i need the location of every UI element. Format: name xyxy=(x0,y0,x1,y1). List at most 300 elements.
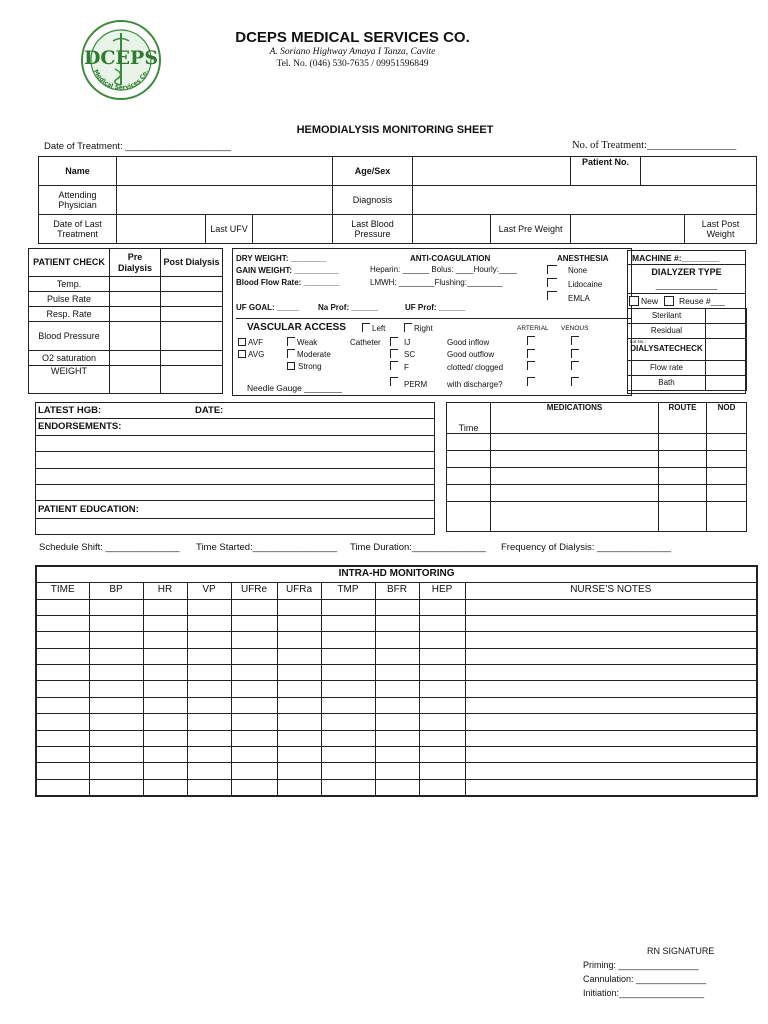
sc-checkbox[interactable] xyxy=(390,349,398,358)
intra-hd-cell[interactable] xyxy=(321,763,375,779)
cannulation-field[interactable]: Cannulation: ______________ xyxy=(583,974,707,984)
patient-no-field[interactable] xyxy=(641,157,757,186)
bath-field[interactable] xyxy=(706,376,747,391)
vascular-right-checkbox[interactable] xyxy=(404,323,412,332)
med-cell[interactable] xyxy=(707,434,747,451)
intra-hd-cell[interactable] xyxy=(321,697,375,713)
col-hr: HR xyxy=(143,582,187,599)
col-vp: VP xyxy=(187,582,231,599)
arterial-label: ARTERIAL xyxy=(517,325,549,332)
intra-hd-cell[interactable] xyxy=(321,615,375,631)
col-bp: BP xyxy=(89,582,143,599)
company-logo xyxy=(80,19,162,101)
intra-hd-cell[interactable] xyxy=(231,681,277,697)
intra-hd-cell[interactable] xyxy=(36,665,89,681)
intra-hd-cell[interactable] xyxy=(375,681,419,697)
discharge-label: with discharge? xyxy=(447,380,503,389)
o2-post-field[interactable] xyxy=(161,351,223,366)
intra-hd-cell[interactable] xyxy=(231,714,277,730)
company-address: A. Soriano Highway Amaya I Tanza, Cavite xyxy=(269,47,436,57)
last-ufv-label: Last UFV xyxy=(206,215,253,244)
intra-hd-cell[interactable] xyxy=(465,763,757,779)
intra-hd-cell[interactable] xyxy=(375,779,419,795)
intra-hd-cell[interactable] xyxy=(419,681,465,697)
intra-hd-cell[interactable] xyxy=(277,697,321,713)
intra-hd-cell[interactable] xyxy=(231,648,277,664)
pulse-pre-field[interactable] xyxy=(110,292,161,307)
heparin-field[interactable]: Heparin: ______ Bolus: ____Hourly:____ xyxy=(370,265,517,274)
venous-label: VENOUS xyxy=(561,325,589,332)
anesthesia-emla-checkbox[interactable] xyxy=(547,291,557,300)
last-bp-label: Last Blood Pressure xyxy=(333,215,413,244)
med-cell[interactable] xyxy=(659,468,707,485)
resp-pre-field[interactable] xyxy=(110,307,161,322)
bp-post-field[interactable] xyxy=(161,322,223,351)
intra-hd-cell[interactable] xyxy=(143,697,187,713)
intra-hd-cell[interactable] xyxy=(465,714,757,730)
flow-rate-label: Flow rate xyxy=(628,361,706,376)
good-outflow-label: Good outflow xyxy=(447,350,495,359)
intra-hd-cell[interactable] xyxy=(89,681,143,697)
vascular-access-title: VASCULAR ACCESS xyxy=(247,322,346,333)
last-ufv-field[interactable] xyxy=(253,215,333,244)
clotted-label: clotted/ clogged xyxy=(447,363,504,372)
intra-hd-cell[interactable] xyxy=(231,697,277,713)
intra-hd-cell[interactable] xyxy=(375,747,419,763)
last-post-weight-label: Last Post Weight xyxy=(685,215,757,244)
intra-hd-cell[interactable] xyxy=(321,665,375,681)
dialyzer-new-checkbox[interactable] xyxy=(629,296,639,306)
intra-hd-cell[interactable] xyxy=(277,665,321,681)
uf-prof-field[interactable]: UF Prof: ______ xyxy=(405,303,466,312)
table-row xyxy=(36,665,757,681)
sterilant-field[interactable] xyxy=(706,309,747,324)
med-cell[interactable] xyxy=(447,502,491,532)
catheter-label: Catheter xyxy=(350,338,381,347)
intra-hd-cell[interactable] xyxy=(89,697,143,713)
table-row xyxy=(36,714,757,730)
intra-hd-cell[interactable] xyxy=(143,747,187,763)
date-of-treatment-field[interactable]: Date of Treatment: ____________________ xyxy=(44,141,231,152)
intra-hd-cell[interactable] xyxy=(375,763,419,779)
dialyzer-new-label: New xyxy=(641,296,659,306)
intra-hd-cell[interactable] xyxy=(465,665,757,681)
post-dialysis-header: Post Dialysis xyxy=(161,249,223,277)
col-ufre: UFRe xyxy=(231,582,277,599)
intra-hd-cell[interactable] xyxy=(277,763,321,779)
med-time-header: Time xyxy=(447,403,491,434)
intra-hd-cell[interactable] xyxy=(277,632,321,648)
logo-ring-text: Medical Services Co. xyxy=(91,68,150,92)
intra-hd-cell[interactable] xyxy=(187,747,231,763)
machine-number-field[interactable]: MACHINE #:________ xyxy=(632,253,720,263)
priming-field[interactable]: Priming: ________________ xyxy=(583,960,699,970)
intra-hd-cell[interactable] xyxy=(465,747,757,763)
patient-no-label: Patient No. xyxy=(571,157,641,186)
intra-hd-cell[interactable] xyxy=(89,632,143,648)
intra-hd-cell[interactable] xyxy=(143,665,187,681)
intra-hd-cell[interactable] xyxy=(187,714,231,730)
lot-no-field[interactable] xyxy=(706,339,747,361)
o2-pre-field[interactable] xyxy=(110,351,161,366)
intra-hd-cell[interactable] xyxy=(89,714,143,730)
frequency-field[interactable]: Frequency of Dialysis: ______________ xyxy=(501,542,672,553)
resp-rate-label: Resp. Rate xyxy=(29,307,110,322)
intra-hd-cell[interactable] xyxy=(231,665,277,681)
strong-label: Strong xyxy=(298,362,322,371)
intra-hd-cell[interactable] xyxy=(231,615,277,631)
endorsements-label: ENDORSEMENTS: xyxy=(38,421,122,432)
table-row xyxy=(36,697,757,713)
intra-hd-cell[interactable] xyxy=(321,632,375,648)
intra-hd-cell[interactable] xyxy=(89,665,143,681)
intra-hd-cell[interactable] xyxy=(277,599,321,615)
sheet-title: HEMODIALYSIS MONITORING SHEET xyxy=(296,124,494,136)
temp-label: Temp. xyxy=(29,277,110,292)
avf-label: AVF xyxy=(248,338,263,347)
strong-checkbox[interactable] xyxy=(287,362,295,370)
intra-hd-cell[interactable] xyxy=(419,714,465,730)
table-row xyxy=(36,632,757,648)
weight-post-field[interactable] xyxy=(161,366,223,394)
anesthesia-emla-label: EMLA xyxy=(568,294,590,303)
intra-hd-cell[interactable] xyxy=(419,779,465,795)
anesthesia-none-label: None xyxy=(568,266,588,275)
col-time: TIME xyxy=(36,582,89,599)
intra-hd-cell[interactable] xyxy=(187,763,231,779)
bp-pre-field[interactable] xyxy=(110,322,161,351)
intra-hd-cell[interactable] xyxy=(231,730,277,746)
intra-hd-cell[interactable] xyxy=(187,697,231,713)
residual-field[interactable] xyxy=(706,324,747,339)
intra-hd-cell[interactable] xyxy=(89,763,143,779)
intra-hd-cell[interactable] xyxy=(231,599,277,615)
patient-check-header: PATIENT CHECK xyxy=(29,249,110,277)
intra-hd-cell[interactable] xyxy=(36,714,89,730)
intra-hd-cell[interactable] xyxy=(143,599,187,615)
arterial-outflow-checkbox[interactable] xyxy=(527,349,535,358)
intra-hd-cell[interactable] xyxy=(143,730,187,746)
flow-rate-field[interactable] xyxy=(706,361,747,376)
blood-pressure-label: Blood Pressure xyxy=(29,322,110,351)
med-cell[interactable] xyxy=(707,468,747,485)
diagnosis-field[interactable] xyxy=(413,186,757,215)
avg-checkbox[interactable] xyxy=(238,350,246,358)
name-label: Name xyxy=(39,157,117,186)
venous-discharge-checkbox[interactable] xyxy=(571,377,579,386)
med-cell[interactable] xyxy=(659,434,707,451)
intra-hd-cell[interactable] xyxy=(321,730,375,746)
anticoagulation-title: ANTI-COAGULATION xyxy=(410,254,491,263)
intra-hd-cell[interactable] xyxy=(36,648,89,664)
intra-hd-cell[interactable] xyxy=(321,681,375,697)
intra-hd-cell[interactable] xyxy=(187,648,231,664)
name-field[interactable] xyxy=(117,157,333,186)
time-started-field[interactable]: Time Started:________________ xyxy=(196,542,338,553)
intra-hd-cell[interactable] xyxy=(465,648,757,664)
intra-hd-cell[interactable] xyxy=(321,747,375,763)
col-ufra: UFRa xyxy=(277,582,321,599)
intra-hd-cell[interactable] xyxy=(89,599,143,615)
intra-hd-cell[interactable] xyxy=(89,779,143,795)
intra-hd-cell[interactable] xyxy=(277,648,321,664)
table-row xyxy=(36,599,757,615)
uf-goal-field[interactable]: UF GOAL: _____ xyxy=(236,303,300,312)
intra-hd-cell[interactable] xyxy=(419,648,465,664)
date-last-treatment-field[interactable] xyxy=(117,215,206,244)
blood-flow-rate-field[interactable]: Blood Flow Rate: ________ xyxy=(236,278,340,287)
last-bp-field[interactable] xyxy=(413,215,491,244)
intra-hd-cell[interactable] xyxy=(321,599,375,615)
patient-check-table xyxy=(28,248,223,394)
ij-checkbox[interactable] xyxy=(390,337,398,346)
table-row xyxy=(36,615,757,631)
intra-hd-cell[interactable] xyxy=(143,681,187,697)
table-row xyxy=(36,763,757,779)
intra-hd-cell[interactable] xyxy=(231,763,277,779)
intra-hd-cell[interactable] xyxy=(36,599,89,615)
med-cell[interactable] xyxy=(659,502,707,532)
intra-hd-cell[interactable] xyxy=(375,697,419,713)
intra-hd-cell[interactable] xyxy=(277,681,321,697)
med-cell[interactable] xyxy=(491,451,659,468)
temp-pre-field[interactable] xyxy=(110,277,161,292)
dialyzer-reuse-checkbox[interactable] xyxy=(664,296,674,306)
arterial-inflow-checkbox[interactable] xyxy=(527,336,535,345)
good-inflow-label: Good inflow xyxy=(447,338,490,347)
intra-hd-cell[interactable] xyxy=(419,615,465,631)
intra-hd-cell[interactable] xyxy=(187,681,231,697)
age-sex-field[interactable] xyxy=(413,157,571,186)
intra-hd-cell[interactable] xyxy=(465,599,757,615)
date-last-treatment-label: Date of Last Treatment xyxy=(39,215,117,244)
med-cell[interactable] xyxy=(707,451,747,468)
sc-label: SC xyxy=(404,350,416,359)
perm-checkbox[interactable] xyxy=(390,377,398,386)
moderate-label: Moderate xyxy=(297,350,331,359)
intra-hd-cell[interactable] xyxy=(89,648,143,664)
intra-hd-cell[interactable] xyxy=(143,779,187,795)
pre-dialysis-header: Pre Dialysis xyxy=(110,249,161,277)
intra-hd-cell[interactable] xyxy=(465,681,757,697)
med-cell[interactable] xyxy=(659,451,707,468)
intra-hd-cell[interactable] xyxy=(36,615,89,631)
med-cell[interactable] xyxy=(491,485,659,502)
intra-hd-cell[interactable] xyxy=(321,714,375,730)
col-nurses-notes: NURSE’S NOTES xyxy=(465,582,757,599)
med-medications-header: MEDICATIONS xyxy=(491,403,659,434)
gain-weight-field[interactable]: GAIN WEIGHT: __________ xyxy=(236,266,339,275)
arterial-discharge-checkbox[interactable] xyxy=(527,377,535,386)
avg-label: AVG xyxy=(248,350,265,359)
moderate-checkbox[interactable] xyxy=(287,349,295,358)
intra-hd-cell[interactable] xyxy=(277,730,321,746)
intra-hd-cell[interactable] xyxy=(231,632,277,648)
hgb-date-label: DATE: xyxy=(195,405,224,416)
table-row xyxy=(36,681,757,697)
med-cell[interactable] xyxy=(447,451,491,468)
intra-hd-cell[interactable] xyxy=(465,615,757,631)
intra-hd-cell[interactable] xyxy=(419,730,465,746)
med-cell[interactable] xyxy=(447,485,491,502)
intra-hd-cell[interactable] xyxy=(143,648,187,664)
col-hep: HEP xyxy=(419,582,465,599)
vascular-left-label: Left xyxy=(372,324,386,333)
intra-hd-cell[interactable] xyxy=(375,599,419,615)
patient-info-table xyxy=(38,156,757,244)
f-label: F xyxy=(404,363,409,372)
intra-hd-table xyxy=(35,565,758,797)
pulse-post-field[interactable] xyxy=(161,292,223,307)
vascular-right-label: Right xyxy=(414,324,433,333)
latest-hgb-label: LATEST HGB: xyxy=(38,405,102,416)
initiation-field[interactable]: Initiation:_________________ xyxy=(583,988,705,998)
intra-hd-cell[interactable] xyxy=(36,730,89,746)
resp-post-field[interactable] xyxy=(161,307,223,322)
intra-hd-cell[interactable] xyxy=(89,747,143,763)
attending-physician-field[interactable] xyxy=(117,186,333,215)
med-cell[interactable] xyxy=(659,485,707,502)
pulse-rate-label: Pulse Rate xyxy=(29,292,110,307)
intra-hd-cell[interactable] xyxy=(465,730,757,746)
intra-hd-cell[interactable] xyxy=(143,615,187,631)
intra-hd-cell[interactable] xyxy=(143,632,187,648)
intra-hd-cell[interactable] xyxy=(36,763,89,779)
intra-hd-cell[interactable] xyxy=(143,714,187,730)
ij-label: IJ xyxy=(404,338,411,347)
schedule-shift-field[interactable]: Schedule Shift: ______________ xyxy=(39,542,180,553)
na-prof-field[interactable]: Na Prof: ______ xyxy=(318,303,379,312)
company-name: DCEPS MEDICAL SERVICES CO. xyxy=(235,29,470,46)
temp-post-field[interactable] xyxy=(161,277,223,292)
intra-hd-cell[interactable] xyxy=(375,730,419,746)
intra-hd-cell[interactable] xyxy=(277,747,321,763)
intra-hd-cell[interactable] xyxy=(143,763,187,779)
anesthesia-none-checkbox[interactable] xyxy=(547,265,557,274)
intra-hd-cell[interactable] xyxy=(375,648,419,664)
company-phone: Tel. No. (046) 530-7635 / 09951596849 xyxy=(276,59,429,69)
col-tmp: TMP xyxy=(321,582,375,599)
table-row xyxy=(36,648,757,664)
attending-physician-label: Attending Physician xyxy=(39,186,117,215)
intra-hd-cell[interactable] xyxy=(419,763,465,779)
sterilant-label: Sterilant xyxy=(628,309,706,324)
dialyzer-type-field[interactable]: _____________ xyxy=(655,280,718,290)
intra-hd-cell[interactable] xyxy=(36,747,89,763)
weight-pre-field[interactable] xyxy=(110,366,161,394)
intra-hd-cell[interactable] xyxy=(321,648,375,664)
patient-education-label: PATIENT EDUCATION: xyxy=(38,504,139,515)
dialyzer-check-table xyxy=(627,308,747,391)
intra-hd-cell[interactable] xyxy=(36,697,89,713)
lmwh-field[interactable]: LMWH: ________Flushing:________ xyxy=(370,278,503,287)
intra-hd-cell[interactable] xyxy=(375,665,419,681)
intra-hd-cell[interactable] xyxy=(187,730,231,746)
intra-hd-cell[interactable] xyxy=(187,615,231,631)
med-cell[interactable] xyxy=(491,468,659,485)
med-cell[interactable] xyxy=(491,502,659,532)
time-duration-field[interactable]: Time Duration:______________ xyxy=(350,542,486,553)
med-cell[interactable] xyxy=(707,502,747,532)
intra-hd-cell[interactable] xyxy=(89,730,143,746)
med-cell[interactable] xyxy=(447,434,491,451)
intra-hd-cell[interactable] xyxy=(231,779,277,795)
avf-checkbox[interactable] xyxy=(238,338,246,346)
intra-hd-cell[interactable] xyxy=(419,697,465,713)
col-bfr: BFR xyxy=(375,582,419,599)
intra-hd-cell[interactable] xyxy=(419,599,465,615)
venous-clotted-checkbox[interactable] xyxy=(571,361,579,370)
needle-gauge-field[interactable]: Needle Gauge ________ xyxy=(247,383,342,393)
med-route-header: ROUTE xyxy=(659,403,707,434)
intra-hd-cell[interactable] xyxy=(36,779,89,795)
last-pre-weight-label: Last Pre Weight xyxy=(491,215,571,244)
weight-label: WEIGHT xyxy=(29,366,110,394)
intra-hd-title: INTRA-HD MONITORING xyxy=(36,566,757,582)
intra-hd-cell[interactable] xyxy=(187,632,231,648)
intra-hd-cell[interactable] xyxy=(231,747,277,763)
intra-hd-cell[interactable] xyxy=(187,599,231,615)
venous-outflow-checkbox[interactable] xyxy=(571,349,579,358)
anesthesia-title: ANESTHESIA xyxy=(557,254,609,263)
table-row xyxy=(36,779,757,795)
intra-hd-cell[interactable] xyxy=(465,779,757,795)
residual-label: Residual xyxy=(628,324,706,339)
med-cell[interactable] xyxy=(447,468,491,485)
last-pre-weight-field[interactable] xyxy=(571,215,685,244)
intra-hd-cell[interactable] xyxy=(465,632,757,648)
intra-hd-cell[interactable] xyxy=(36,681,89,697)
med-cell[interactable] xyxy=(707,485,747,502)
vascular-left-checkbox[interactable] xyxy=(362,323,370,332)
intra-hd-cell[interactable] xyxy=(375,632,419,648)
intra-hd-cell[interactable] xyxy=(419,747,465,763)
med-cell[interactable] xyxy=(491,434,659,451)
f-checkbox[interactable] xyxy=(390,361,398,370)
bath-label: Bath xyxy=(628,376,706,391)
intra-hd-cell[interactable] xyxy=(277,714,321,730)
intra-hd-cell[interactable] xyxy=(277,779,321,795)
rn-signature-label: RN SIGNATURE xyxy=(647,946,715,956)
weak-checkbox[interactable] xyxy=(287,337,295,346)
venous-inflow-checkbox[interactable] xyxy=(571,336,579,345)
table-row xyxy=(36,747,757,763)
intra-hd-cell[interactable] xyxy=(465,697,757,713)
age-sex-label: Age/Sex xyxy=(333,157,413,186)
intra-hd-cell[interactable] xyxy=(36,632,89,648)
intra-hd-cell[interactable] xyxy=(419,665,465,681)
med-nod-header: NOD xyxy=(707,403,747,434)
number-of-treatment-field[interactable]: No. of Treatment:_________________ xyxy=(572,140,737,151)
dialyzer-reuse-field[interactable]: Reuse #___ xyxy=(679,296,725,306)
intra-hd-cell[interactable] xyxy=(187,665,231,681)
arterial-clotted-checkbox[interactable] xyxy=(527,361,535,370)
lot-no-label: Lot No.: xyxy=(630,339,646,344)
intra-hd-cell[interactable] xyxy=(89,615,143,631)
intra-hd-cell[interactable] xyxy=(187,779,231,795)
o2-saturation-label: O2 saturation xyxy=(29,351,110,366)
dialysate-check-title: DIALYSATECHECK xyxy=(630,344,703,353)
intra-hd-cell[interactable] xyxy=(419,632,465,648)
table-row xyxy=(36,730,757,746)
diagnosis-label: Diagnosis xyxy=(333,186,413,215)
dry-weight-field[interactable]: DRY WEIGHT: ________ xyxy=(236,254,327,263)
anesthesia-lidocaine-checkbox[interactable] xyxy=(547,278,557,287)
intra-hd-cell[interactable] xyxy=(277,615,321,631)
intra-hd-cell[interactable] xyxy=(321,779,375,795)
intra-hd-cell[interactable] xyxy=(375,615,419,631)
intra-hd-cell[interactable] xyxy=(375,714,419,730)
